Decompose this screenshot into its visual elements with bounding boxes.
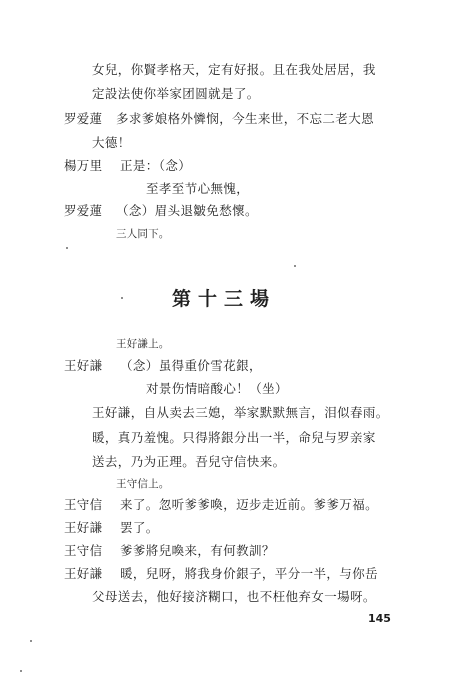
scan-speck xyxy=(30,640,32,642)
scan-speck xyxy=(20,670,22,672)
dialogue-line: 王好謙，自从卖去三媳，举家默默無言，泪似春雨。 xyxy=(92,405,389,420)
dialogue-line: 罢了。 xyxy=(120,520,159,535)
speaker-name: 罗爱蓮 xyxy=(64,111,103,126)
dialogue-line: 正是：（念） xyxy=(120,158,192,173)
scan-speck xyxy=(66,247,68,249)
speaker-name: 王守信 xyxy=(64,497,103,512)
dialogue-line: 暖，真乃羞愧。只得將銀分出一半，命兒与罗亲家 xyxy=(92,430,376,445)
speaker-name: 罗爱蓮 xyxy=(64,203,103,218)
page-number: 145 xyxy=(368,612,391,625)
verse-line: （念）虽得重价雪花銀， xyxy=(120,358,262,373)
verse-line: （念）眉头退皺免愁懷。 xyxy=(116,203,258,218)
speaker-name: 王好謙 xyxy=(64,520,103,535)
verse-line: 至孝至节心無愧， xyxy=(146,181,250,196)
speaker-name: 王守信 xyxy=(64,543,103,558)
speaker-name: 王好謙 xyxy=(64,358,103,373)
dialogue-line: 父母送去，他好接济糊口，也不枉他弃女一場呀。 xyxy=(92,589,376,604)
stage-direction: 三人同下。 xyxy=(116,228,170,240)
dialogue-line: 定設法使你举家团圆就是了。 xyxy=(92,86,260,101)
dialogue-line: 大德！ xyxy=(92,135,131,150)
dialogue-line: 暖，兒呀，將我身价銀子，平分一半，与你岳 xyxy=(120,566,379,581)
verse-line: 对景伤情暗酸心！（坐） xyxy=(146,381,288,396)
speaker-name: 王好謙 xyxy=(64,566,103,581)
scan-speck xyxy=(294,265,296,267)
dialogue-line: 来了。忽听爹爹喚，迈步走近前。爹爹万福。 xyxy=(120,497,379,512)
scan-speck xyxy=(121,297,123,299)
dialogue-line: 送去，乃为正理。吾兒守信快来。 xyxy=(92,454,286,469)
speaker-name: 楊万里 xyxy=(64,158,103,173)
dialogue-line: 多求爹娘格外憐悯，今生来世，不忘二老大恩 xyxy=(116,111,375,126)
dialogue-line: 女兒，你賢孝格天，定有好报。且在我处居居，我 xyxy=(92,62,376,77)
scene-title: 第十三場 xyxy=(172,288,277,310)
stage-direction: 王好謙上。 xyxy=(116,338,170,350)
stage-direction: 王守信上。 xyxy=(116,478,170,490)
dialogue-line: 爹爹將兒喚来，有何教訓？ xyxy=(120,543,275,558)
